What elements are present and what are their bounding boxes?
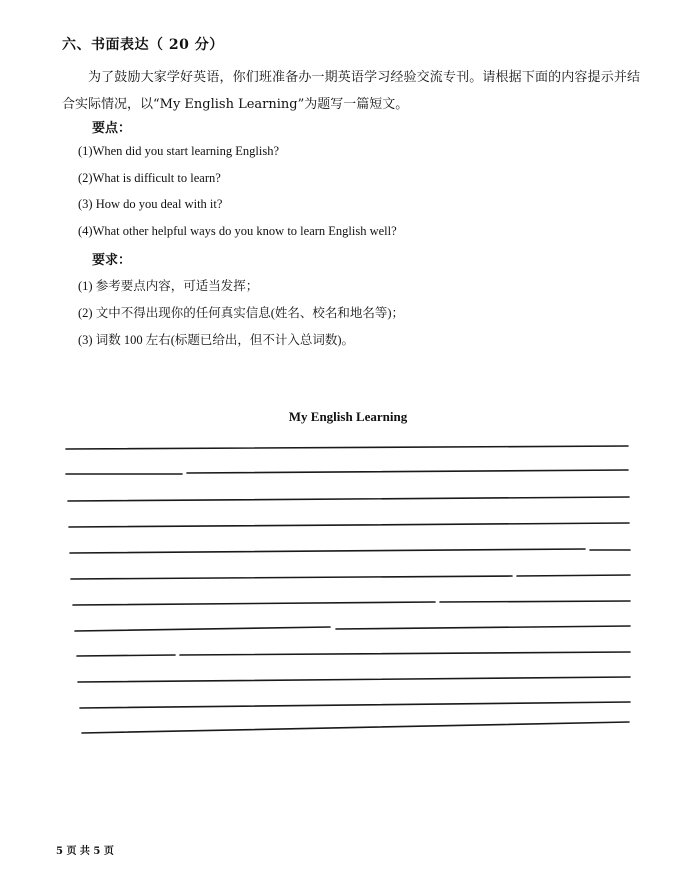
writing-line-1 — [66, 446, 628, 449]
requirement-item-2: (2) 文中不得出现你的任何真实信息(姓名、校名和地名等)； — [78, 306, 405, 320]
writing-line-3 — [68, 497, 629, 501]
page-number: 5 页 共 5 页 — [56, 846, 114, 857]
writing-line-9 — [77, 652, 630, 656]
section-title: 六、书面表达（ 20 分） — [62, 37, 224, 53]
writing-line-6 — [71, 575, 630, 579]
writing-line-10 — [78, 677, 630, 682]
writing-line-8 — [75, 626, 630, 631]
writing-line-12 — [82, 722, 629, 733]
point-item-3: (3) How do you deal with it? — [78, 197, 223, 211]
writing-line-2 — [66, 470, 628, 474]
requirements-heading: 要求： — [92, 253, 132, 268]
point-item-1: (1)When did you start learning English? — [78, 144, 279, 158]
writing-line-5 — [70, 549, 630, 553]
writing-line-11 — [80, 702, 630, 708]
writing-line-7 — [73, 601, 630, 605]
point-item-4: (4)What other helpful ways do you know to learn English well? — [78, 224, 397, 238]
point-item-2: (2)What is difficult to learn? — [78, 171, 221, 185]
writing-line-4 — [69, 523, 629, 527]
task-instructions: 为了鼓励大家学好英语，你们班准备办一期英语学习经验交流专刊。请根据下面的内容提示并结合实际情况，以“My English Learning”为题写一篇短文。 — [62, 70, 640, 112]
points-heading: 要点： — [92, 121, 132, 136]
requirement-item-1: (1) 参考要点内容，可适当发挥； — [78, 279, 259, 293]
essay-title: My English Learning — [288, 409, 408, 424]
requirement-item-3: (3) 词数 100 左右(标题已给出，但不计入总词数)。 — [78, 333, 355, 347]
